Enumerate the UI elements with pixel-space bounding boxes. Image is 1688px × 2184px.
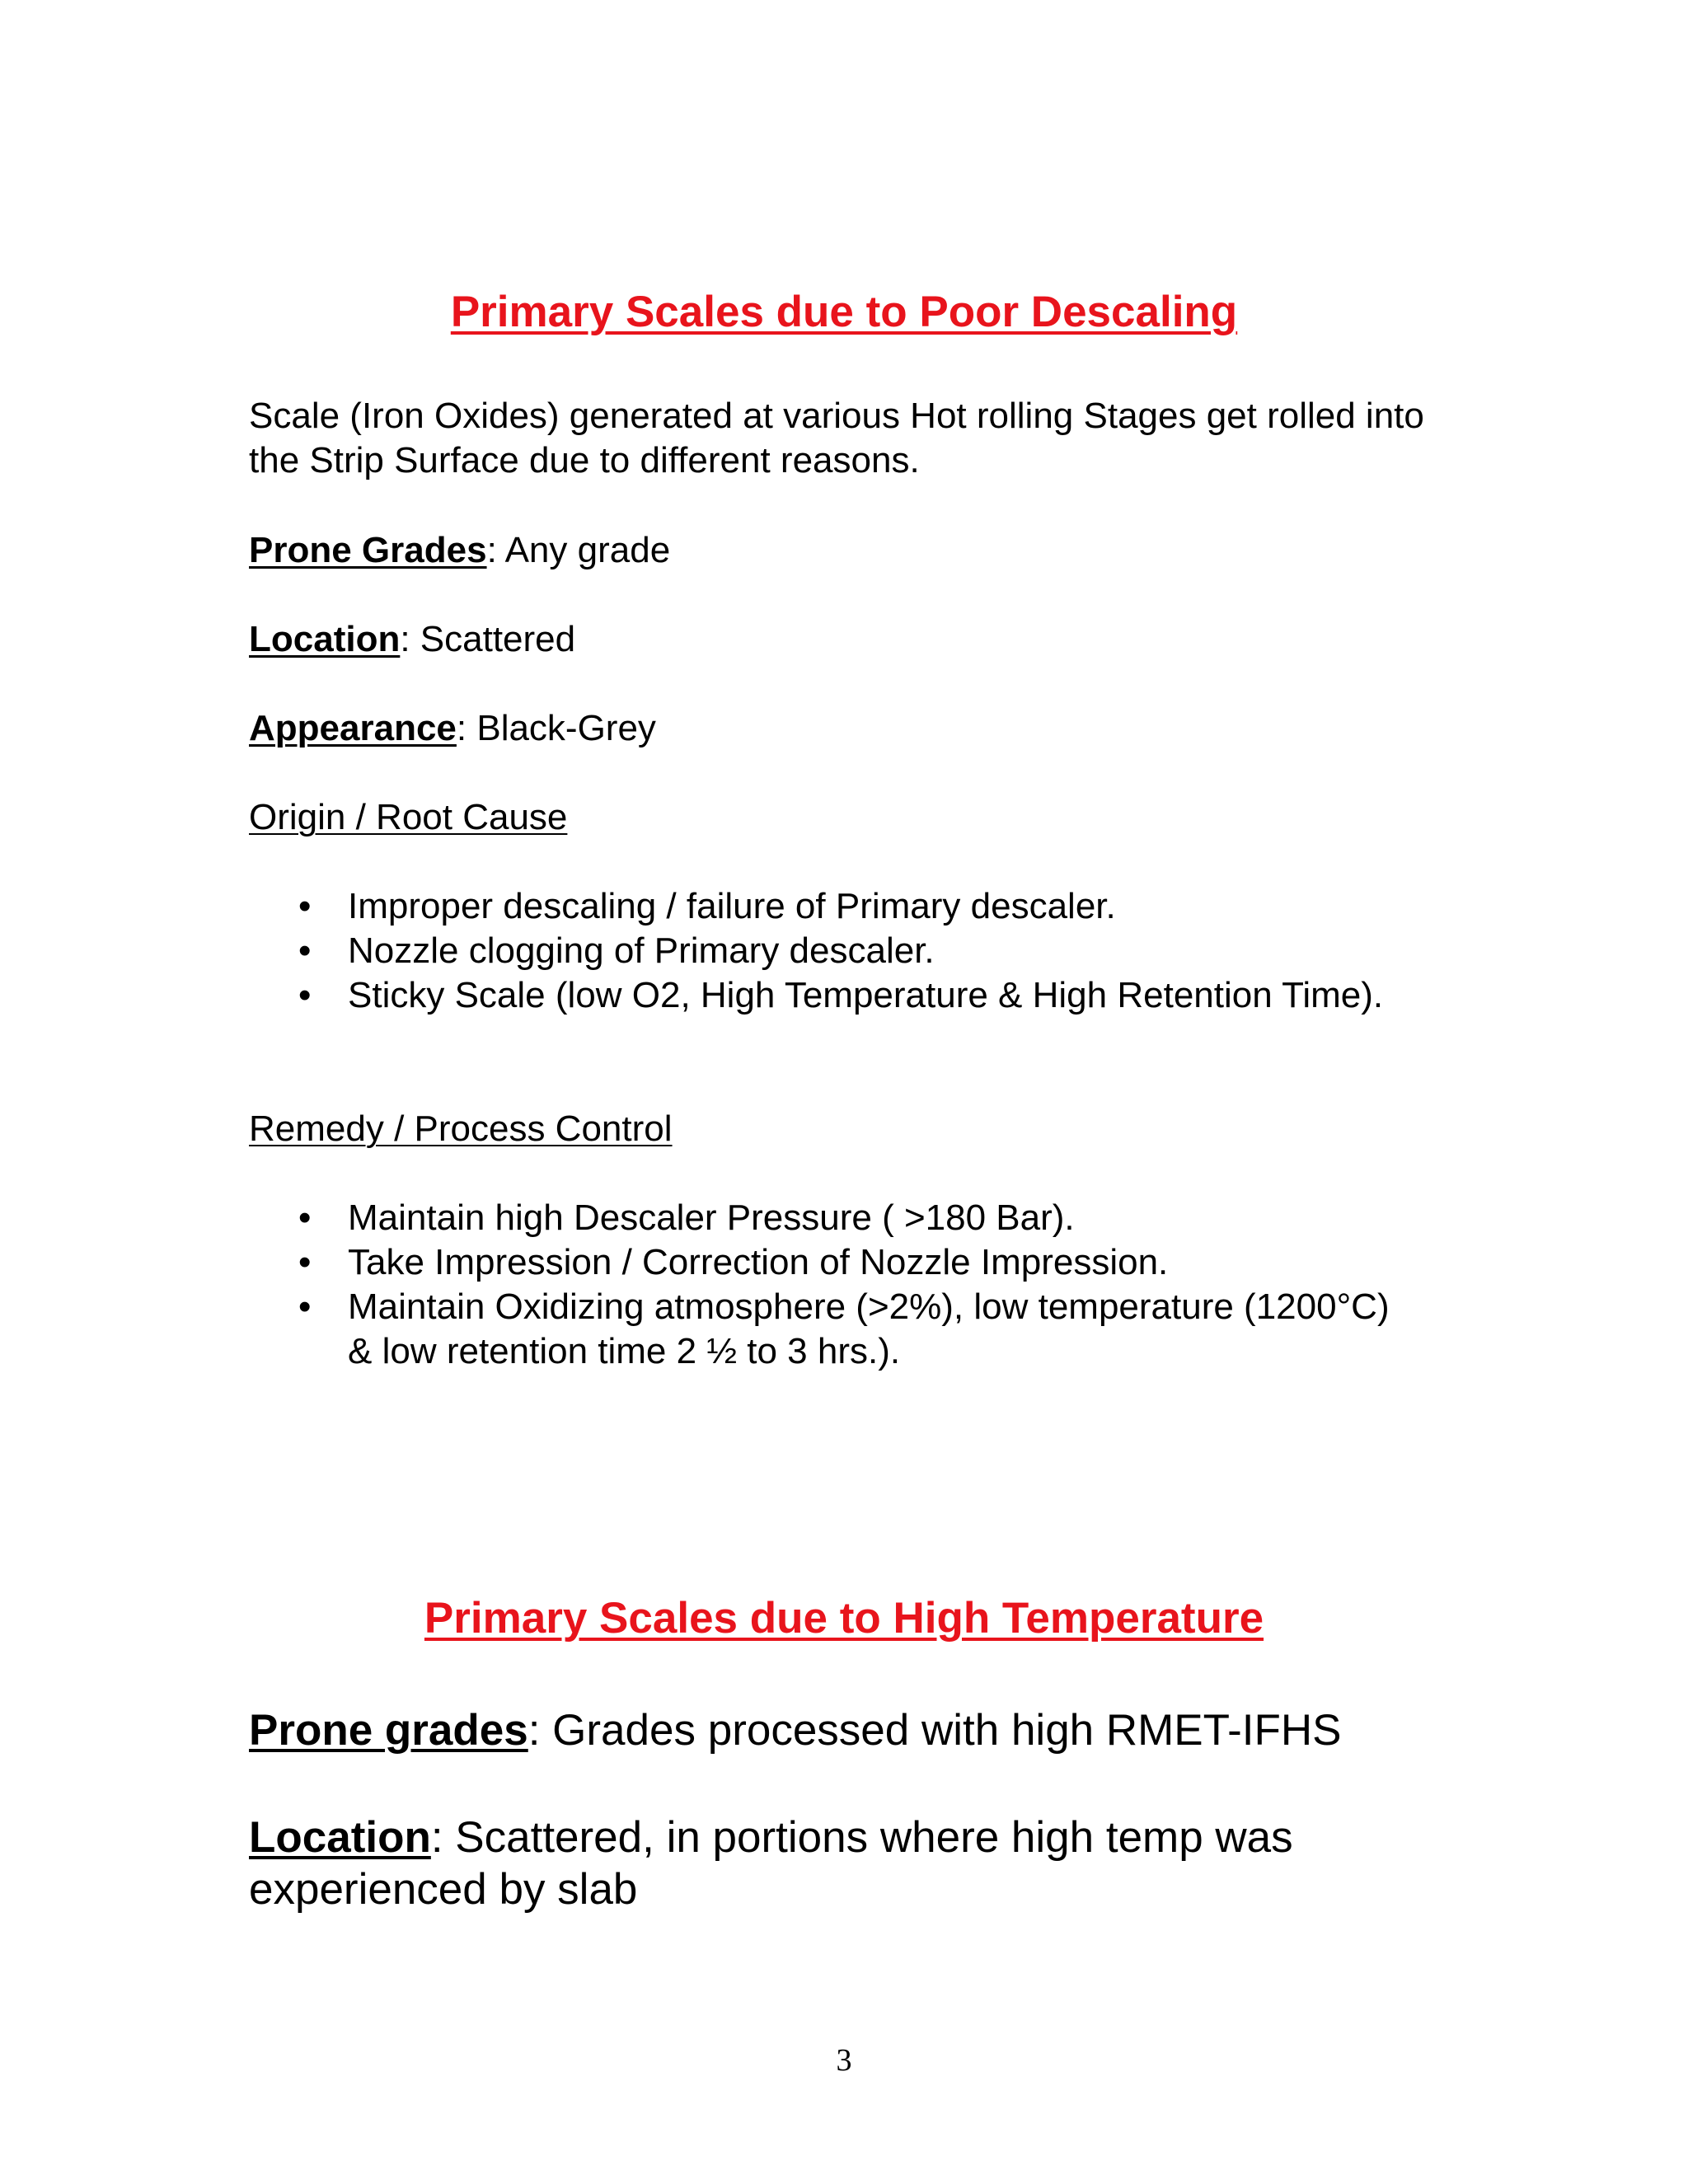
- origin-list: [249, 884, 1403, 1018]
- bullet-icon: •: [298, 1242, 312, 1282]
- intro-paragraph: Scale (Iron Oxides) generated at various Hot rolling Stages get rolled into the Strip Surface due to different reasons.: [249, 396, 1424, 480]
- list-item: • Take Impression / Correction of Nozzle Impression.: [249, 1240, 1403, 1285]
- location-label: Location: [249, 619, 401, 659]
- location-value: : Scattered: [400, 619, 576, 659]
- appearance-value: : Black-Grey: [456, 708, 656, 748]
- bullet-icon: •: [298, 1197, 312, 1238]
- bullet-icon: •: [298, 886, 312, 926]
- list-item: • Nozzle clogging of Primary descaler.: [249, 929, 1403, 973]
- location-field-2: [249, 1811, 1403, 1915]
- section-title-high-temperature: Primary Scales due to High Temperature: [424, 1594, 1264, 1643]
- list-item: • Maintain Oxidizing atmosphere (>2%), low temperature (1200°C) & low retention time 2 ½ to 3 hrs.).: [298, 1286, 1390, 1371]
- prone-grades-value-2: : Grades processed with high RMET-IFHS: [528, 1706, 1342, 1755]
- prone-grades-label-2: Prone grades: [249, 1706, 528, 1755]
- appearance-field: [249, 706, 656, 751]
- bullet-icon: •: [298, 975, 312, 1015]
- page-number: 3: [836, 2043, 852, 2078]
- list-item: • Maintain high Descaler Pressure ( >180 Bar).: [249, 1196, 1403, 1240]
- bullet-icon: •: [298, 930, 312, 971]
- location-field: [249, 617, 575, 662]
- remedy-heading: Remedy / Process Control: [249, 1108, 673, 1149]
- bullet-icon: •: [298, 1286, 312, 1327]
- prone-grades-value: : Any grade: [486, 530, 671, 570]
- prone-grades-field: [249, 528, 670, 573]
- location-value-2: : Scattered, in portions where high temp was experienced by slab: [249, 1813, 1293, 1914]
- location-label-2: Location: [249, 1813, 431, 1862]
- list-item: • Sticky Scale (low O2, High Temperature & High Retention Time).: [249, 973, 1444, 1018]
- list-item: • Improper descaling / failure of Primary descaler.: [249, 884, 1403, 929]
- appearance-label: Appearance: [249, 708, 457, 748]
- prone-grades-field-2: [249, 1704, 1341, 1756]
- section-title-poor-descaling: Primary Scales due to Poor Descaling: [450, 288, 1238, 336]
- prone-grades-label: Prone Grades: [249, 530, 487, 570]
- origin-heading: Origin / Root Cause: [249, 797, 568, 837]
- remedy-list: [249, 1196, 1403, 1374]
